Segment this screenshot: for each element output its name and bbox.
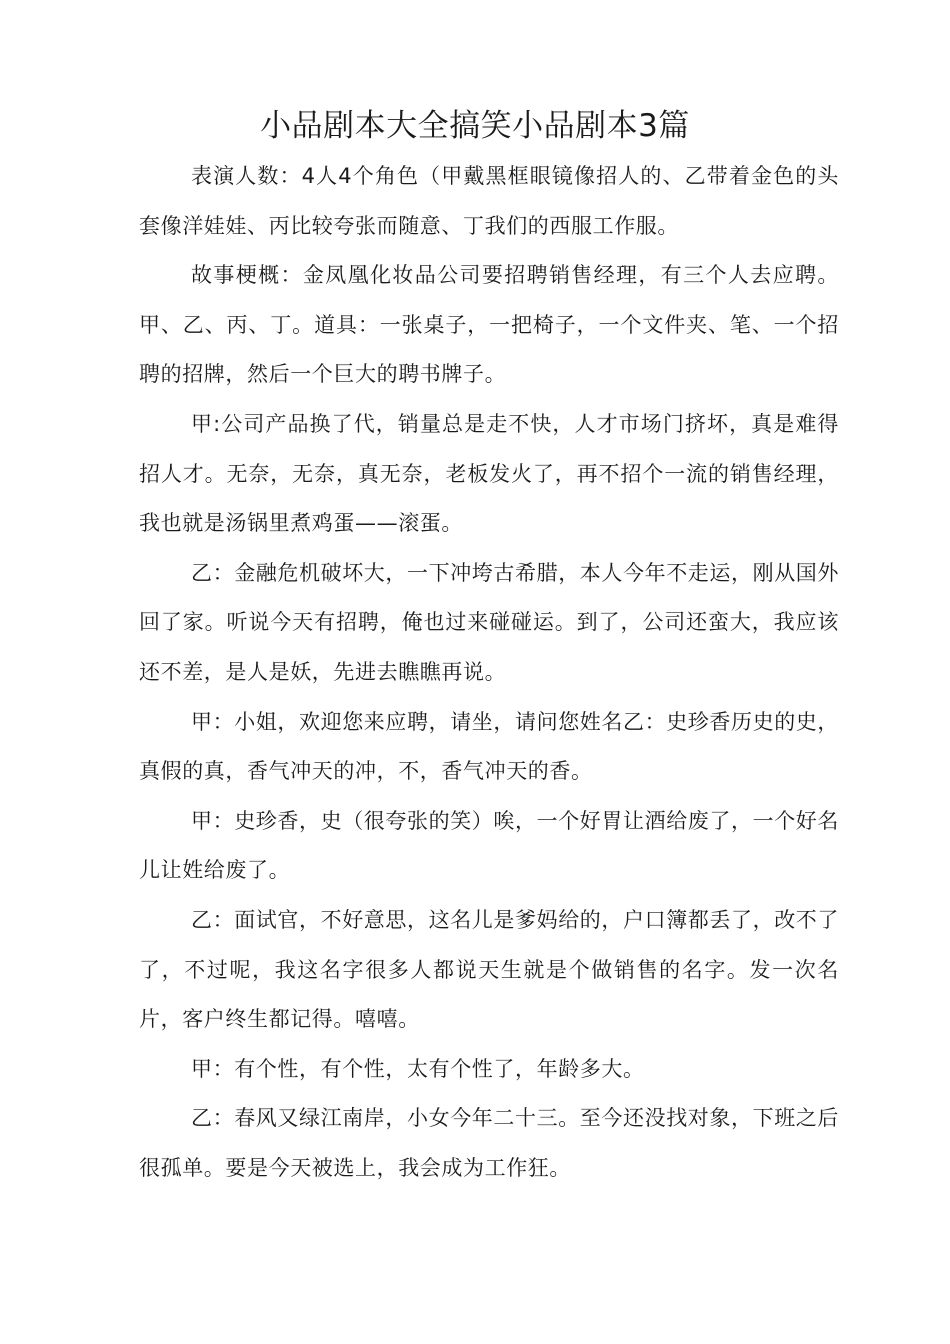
paragraph: 甲：小姐，欢迎您来应聘，请坐，请问您姓名乙：史珍香历史的史，真假的真，香气冲天的冲，不，香气冲天的香。 bbox=[139, 709, 839, 784]
paragraph: 甲：史珍香，史（很夸张的笑）唉，一个好胃让酒给废了，一个好名儿让姓给废了。 bbox=[139, 808, 839, 883]
paragraph: 甲：有个性，有个性，太有个性了，年龄多大。 bbox=[191, 1056, 645, 1081]
paragraph: 甲:公司产品换了代，销量总是走不快，人才市场门挤坏，真是难得招人才。无奈，无奈，真无奈，老板发火了，再不招个一流的销售经理，我也就是汤锅里煮鸡蛋——滚蛋。 bbox=[139, 411, 839, 536]
paragraph: 故事梗概：金凤凰化妆品公司要招聘销售经理，有三个人去应聘。甲、乙、丙、丁。道具：一张桌子，一把椅子，一个文件夹、笔、一个招聘的招牌，然后一个巨大的聘书牌子。 bbox=[139, 263, 839, 387]
paragraph: 表演人数：4人4个角色（甲戴黑框眼镜像招人的、乙带着金色的头套像洋娃娃、丙比较夸张而随意、丁我们的西服工作服。 bbox=[139, 164, 839, 238]
document-title: 小品剧本大全搞笑小品剧本3篇 bbox=[260, 108, 690, 144]
paragraph: 乙：春风又绿江南岸，小女今年二十三。至今还没找对象，下班之后很孤单。要是今天被选上，我会成为工作狂。 bbox=[139, 1106, 839, 1180]
paragraph: 乙：金融危机破坏大，一下冲垮古希腊，本人今年不走运，刚从国外回了家。听说今天有招聘，俺也过来碰碰运。到了，公司还蛮大，我应该还不差，是人是妖，先进去瞧瞧再说。 bbox=[139, 560, 839, 684]
document-body bbox=[139, 152, 839, 1193]
paragraph: 乙：面试官，不好意思，这名儿是爹妈给的，户口簿都丢了，改不了了，不过呢，我这名字很多人都说天生就是个做销售的名字。发一次名片，客户终生都记得。嘻嘻。 bbox=[139, 907, 839, 1032]
